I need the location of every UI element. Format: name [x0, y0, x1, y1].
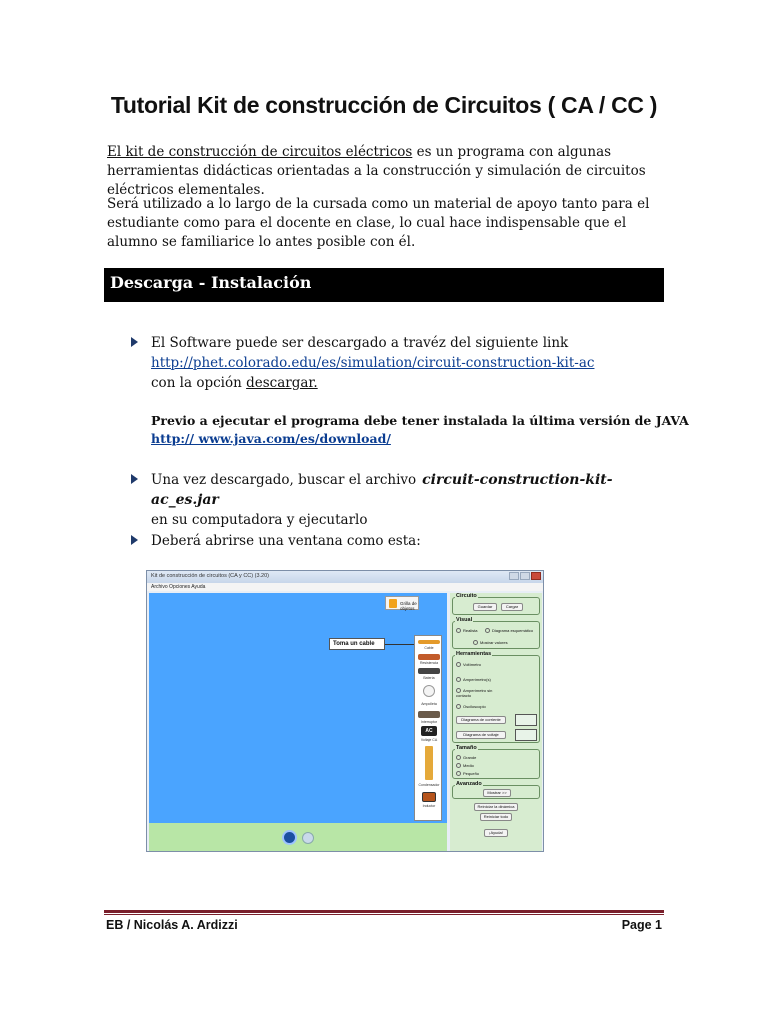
- phet-link[interactable]: http://phet.colorado.edu/es/simulation/circuit-construction-kit-ac: [151, 355, 595, 371]
- palette-label: Ampolleta: [421, 702, 437, 706]
- intro-paragraph: [107, 143, 667, 200]
- load-button[interactable]: Cargar: [501, 603, 523, 611]
- restart-dynamics-button[interactable]: Reiniciar la dinámica: [474, 803, 518, 811]
- bullet-run-line2: en su computadora y ejecutarlo: [151, 512, 368, 528]
- usage-paragraph: Será utilizado a lo largo de la cursada como un material de apoyo tanto para el estudiante como para el docente en clase, lo cual hace indispensable que el alumno se familiarice lo antes posible con él.: [107, 196, 650, 250]
- show-values-checkbox[interactable]: Mostrar valores: [473, 640, 508, 645]
- save-button[interactable]: Guardar: [473, 603, 497, 611]
- palette-label: Resistencia: [419, 661, 439, 665]
- bulb-icon: [423, 685, 435, 697]
- window-menubar: Archivo Opciones Ayuda: [147, 583, 543, 591]
- bullet-arrow-icon: [131, 535, 138, 545]
- palette-label: Batería: [423, 676, 435, 680]
- page-number: Page 1: [621, 918, 662, 932]
- palette-label: Interruptor: [420, 720, 438, 724]
- app-screenshot: [146, 570, 544, 852]
- bullet-window-text: Deberá abrirse una ventana como esta:: [151, 533, 421, 549]
- control-panel: [450, 593, 542, 851]
- ammeter-check[interactable]: Amperímetro(s): [456, 677, 491, 682]
- resistor-icon: [418, 654, 440, 660]
- show-more-button[interactable]: Mostrar >>: [483, 789, 511, 797]
- size-large-radio[interactable]: Grande: [456, 755, 476, 760]
- visual-section: [452, 617, 540, 649]
- schematic-radio[interactable]: Diagrama esquemático: [485, 628, 533, 633]
- bullet-arrow-icon: [131, 474, 138, 484]
- circuit-label: Circuito: [456, 593, 477, 599]
- capacitor-icon: [425, 746, 433, 780]
- tools-section: [452, 651, 540, 743]
- voltmeter-check[interactable]: Voltímetro: [456, 662, 481, 667]
- option-prefix: con la opción: [151, 375, 247, 391]
- tooltip-take-wire: Toma un cable: [329, 638, 385, 650]
- bullet-arrow-icon: [131, 337, 138, 347]
- download-option: [151, 373, 671, 393]
- tools-label: Herramientas: [456, 651, 492, 657]
- advanced-label: Avanzado: [456, 781, 482, 787]
- size-medium-radio[interactable]: Medio: [456, 763, 474, 768]
- tooltip-pointer: [385, 644, 415, 645]
- bullet-download: [131, 333, 671, 393]
- circuit-section: [452, 593, 540, 615]
- palette-label: Condensador: [418, 783, 440, 787]
- palette-label: Inductor: [422, 804, 436, 808]
- voltage-chart-button[interactable]: Diagrama de voltaje: [456, 731, 506, 739]
- bullet-run-text: Una vez descargado, buscar el archivo: [151, 472, 417, 488]
- bullet-run: [131, 470, 671, 530]
- bullet-window: [131, 531, 671, 551]
- java-note: [151, 412, 689, 448]
- ac-source-icon: AC: [421, 726, 437, 736]
- noncontact-ammeter-check[interactable]: Amperímetro sin contacto: [456, 688, 496, 698]
- java-link[interactable]: http:// www.java.com/es/download/: [151, 431, 391, 446]
- oscilloscope-check[interactable]: Osciloscopio: [456, 704, 486, 709]
- palette-label: Cable: [424, 646, 434, 650]
- footer-rule-thin: [104, 914, 664, 915]
- download-link[interactable]: descargar.: [246, 375, 318, 391]
- size-section: [452, 745, 540, 779]
- inductor-icon: [422, 792, 436, 802]
- reset-all-button[interactable]: Reiniciar todo: [480, 813, 512, 821]
- pause-button[interactable]: [282, 830, 297, 845]
- window-controls: [509, 572, 541, 580]
- size-small-radio[interactable]: Pequeño: [456, 771, 479, 776]
- voltage-chart-icon: [515, 729, 537, 741]
- visual-label: Visual: [456, 617, 473, 623]
- java-note-text: Previo a ejecutar el programa debe tener instalada la última versión de JAVA: [151, 413, 689, 428]
- bullet-run-line1: [151, 470, 671, 510]
- maximize-icon: [520, 572, 530, 580]
- step-button[interactable]: [302, 832, 314, 844]
- battery-icon: [418, 668, 440, 674]
- footer-rule: [104, 910, 664, 913]
- object-selector: Grilla de objetos: [385, 596, 419, 610]
- window-titlebar: [147, 571, 543, 583]
- size-label: Tamaño: [456, 745, 477, 751]
- wire-icon: [418, 640, 440, 644]
- help-button[interactable]: ¡Ayuda!: [484, 829, 508, 837]
- playback-bar: [149, 823, 447, 851]
- current-chart-button[interactable]: Diagrama de corriente: [456, 716, 506, 724]
- bullet-download-text: El Software puede ser descargado a travéz del siguiente link: [151, 335, 569, 351]
- realistic-radio[interactable]: Realista: [456, 628, 477, 633]
- intro-link[interactable]: El kit de construcción de circuitos eléctricos: [107, 144, 413, 160]
- minimize-icon: [509, 572, 519, 580]
- switch-icon: [418, 711, 440, 718]
- circuit-canvas: [149, 593, 447, 823]
- window-title: Kit de construcción de circuitos (CA y CC) (3.20): [151, 573, 269, 579]
- document-title: Tutorial Kit de construcción de Circuitos ( CA / CC ): [110, 92, 658, 118]
- current-chart-icon: [515, 714, 537, 726]
- advanced-section: [452, 781, 540, 799]
- component-palette: [414, 635, 442, 821]
- footer-author: EB / Nicolás A. Ardizzi: [106, 918, 238, 932]
- section-heading: Descarga - Instalación: [104, 268, 664, 302]
- intro-rest: es un programa con algunas herramientas didácticas orientadas a la construcción y simulación de circuitos eléctricos elementales.: [107, 144, 646, 198]
- palette-label: Voltaje CA: [420, 738, 438, 742]
- jar-filename: circuit-construction-kit-ac_es.jar: [151, 472, 613, 508]
- close-icon: [531, 572, 541, 580]
